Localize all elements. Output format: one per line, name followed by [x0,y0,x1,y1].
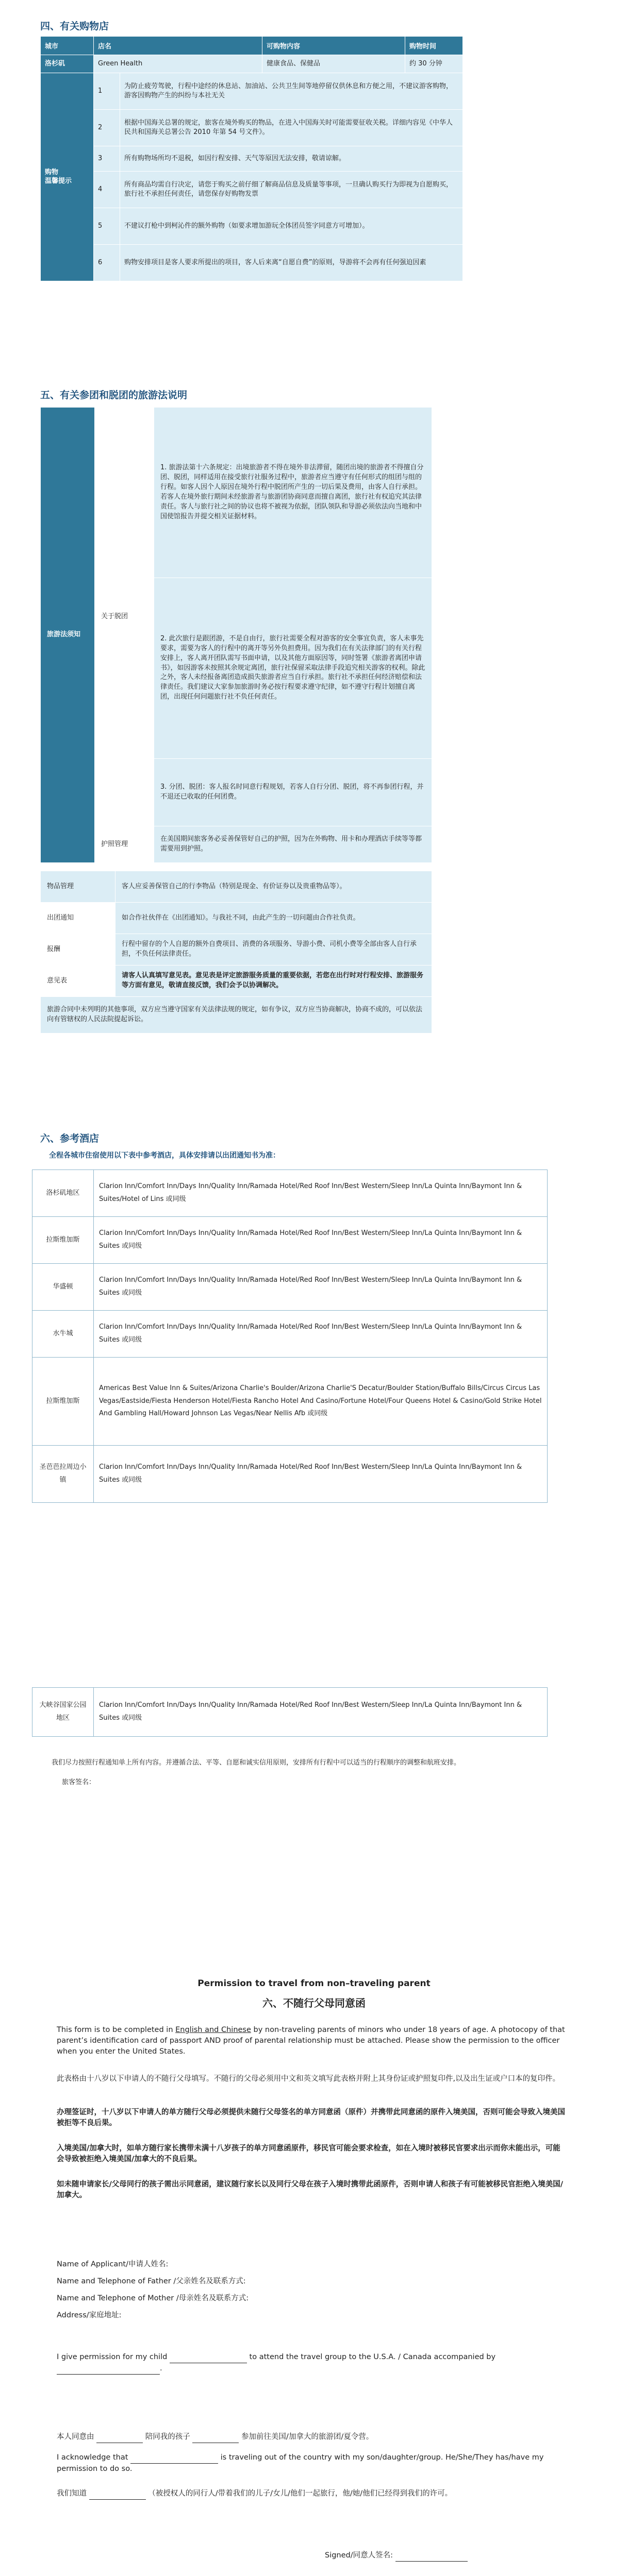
acknowledge-line [57,2452,567,2475]
rules-item-text: 分团、脱团：客人报名时同意行程规划，若客人自行分团、脱团，将不再参团行程，并不退还已收取的任何团费。 [160,783,424,801]
letter-cn-title: 六、不随行父母同意函 [262,1997,366,2009]
tip-text: 根据中国海关总署的规定，旅客在境外购买的物品，在进入中国海关时可能需要征收关税。详细内容见《中华人民共和国海关总署公告 2010 年第 54 号文件》。 [120,109,463,146]
guardian-row [41,826,432,863]
guardian-label: 护照管理 [95,826,154,863]
rules-item-text: 旅游法第十六条规定：出境旅游者不得在境外非法滞留，随团出境的旅游者不得擅自分团、脱团，同样适用在接受旅行社服务过程中，旅游者应当遵守有任何形式的组团与组的行程。如客人因个人原因在境外行程中脱团所产生的一切后果及费用，由客人自行承担。若客人在境外旅行期间未经旅游者与旅游团协商同意而擅自离团，旅行社有权追究其法律责任。客人与旅行社之间的协议也将不被视为依据，团队领队和导游必须依法向当地和中国使馆报告并提交相关证据材料。 [160,464,424,520]
rules-item-text: 此次旅行是跟团游，不是自由行，旅行社需要全程对游客的安全事宜负责，客人未事先要求，需要为客人的行程中的离开等另外负担费用。因为我们在有关法律部门的有关行程安排上，客人离开团队需写书面申请，以及其他方面原因等，同时签署《旅游者离团申请书》，如因游客未按照其余规定离团，旅行社保留采取法律手段追究相关游客的权利。除此之外，客人未经报备离团造成损失旅游者应当自行承担。旅行社不承担任何经济赔偿和法律责任。我们建议大家参加旅游时务必按行程要求遵守纪律，如不遵守行程计划擅自离团，出现任何问题旅行社不负任何责任。 [160,635,425,701]
hotel-list: Clarion Inn/Comfort Inn/Days Inn/Quality Inn/Ramada Hotel/Red Roof Inn/Best Western/Sleep Inn/La Quinta Inn/Baymont Inn & Suites 或同级 [94,1217,548,1264]
rules-bottom-row [41,871,432,903]
cn-child-blank[interactable] [192,2432,239,2443]
rules-bottom-text: 客人应妥善保管自己的行李物品（特别是现金、有价证券以及贵重物品等）。 [115,871,432,903]
rules-section-title: 五、有关参团和脱团的旅游法说明 [40,389,188,401]
rules-item-num: 1. [160,464,167,472]
rules-table [40,407,432,863]
hotel-list: Clarion Inn/Comfort Inn/Days Inn/Quality Inn/Ramada Hotel/Red Roof Inn/Best Western/Sleep Inn/La Quinta Inn/Baymont Inn & Suites 或同级 [94,1688,548,1737]
tip-num: 6 [94,244,120,281]
rules-item [154,408,432,578]
tip-text: 所有商品均需自行决定，请您于购买之前仔细了解商品信息及质量等事项，一旦确认购买行为即视为自愿购买，旅行社不承担任何责任，请您保存好购物发票 [120,171,463,208]
tip-text: 所有购物场所均不退税，如因行程安排、天气等原因无法安排，敬请谅解。 [120,146,463,171]
companion-name-blank[interactable] [57,2363,160,2375]
cn-consent-text-3: 参加前往美国/加拿大的旅游团/夏令营。 [241,2433,374,2441]
rules-bottom-label: 意见表 [41,965,115,997]
rules-about-label: 关于脱团 [95,408,154,826]
signature-line [325,2550,583,2562]
rules-bottom-label: 报酬 [41,934,115,965]
guardian-text: 在美国期间旅客务必妥善保管好自己的护照，因为在外购物、用卡和办理酒店手续等等都需要用到护照。 [154,826,432,863]
rules-bottom-row [41,934,432,965]
hotel-row [32,1446,548,1503]
signature-label: Signed/同意人签名: [325,2551,393,2560]
hotel-row [32,1217,548,1264]
store-goods: 健康食品、保健品 [262,55,405,73]
field-mother: Name and Telephone of Mother /母亲姓名及联系方式: [57,2294,249,2302]
hotel-row [32,1170,548,1217]
know-name-blank[interactable] [89,2488,146,2500]
letter-intro-en [57,2025,567,2057]
tip-num: 5 [94,208,120,244]
rules-bottom-label: 物品管理 [41,871,115,903]
hotel-city: 圣芭芭拉周边小镇 [32,1446,94,1503]
tip-row [41,146,463,171]
rules-bottom-row [41,903,432,934]
rules-bottom-row [41,965,432,997]
signature-blank[interactable] [395,2550,468,2562]
header-time: 购物时间 [405,37,462,55]
rules-item [154,759,432,826]
ack-text-1: I acknowledge that [57,2453,128,2462]
hotel-city: 水牛城 [32,1311,94,1358]
intro-en-link: English and Chinese [175,2026,251,2034]
shopping-header-row [41,37,463,55]
header-store: 店名 [94,37,262,55]
rules-bottom-text: 行程中留存的个人自愿的额外自费项目、消费的各项服务、导游小费、司机小费等全部由客人自行承担，不负任何法律责任。 [115,934,432,965]
field-father: Name and Telephone of Father /父亲姓名及联系方式: [57,2277,246,2285]
shopping-table [40,36,463,281]
store-time: 约 30 分钟 [405,55,462,73]
header-goods: 可购物内容 [262,37,405,55]
shopping-section-title: 四、有关购物店 [40,21,109,32]
hotel-row [32,1688,548,1737]
know-text-2: （被授权人的同行人/带着我们的儿子/女儿/他们一起旅行，他/她/他们已经得到我们的许可。 [148,2489,453,2498]
cn-consent-text-2: 陪同我的孩子 [145,2433,190,2441]
know-text-1: 我们知道 [57,2489,87,2498]
rules-last-text: 旅游合同中未列明的其他事项，双方应当遵守国家有关法律法规的规定，如有争议，双方应当协商解决，协商不成的，可以依法向有管辖权的人民法院提起诉讼。 [41,997,432,1033]
hotels-subtitle: 全程各城市住宿使用以下表中参考酒店，具体安排请以出团通知书为准： [49,1151,280,1160]
cn-consent-line [57,2432,567,2443]
header-city: 城市 [41,37,94,55]
tip-row [41,208,463,244]
letter-intro-cn-2: 办理签证时，十八岁以下申请人的单方随行父母必须提供未随行父母签名的单方同意函（原件）并携带此同意函的原件入境美国，否则可能会导致入境美国被拒等不良后果。 [57,2108,565,2128]
child-name-blank[interactable] [170,2352,247,2363]
rules-item [154,578,432,759]
hotel-row [32,1264,548,1311]
hotel-list: Clarion Inn/Comfort Inn/Days Inn/Quality Inn/Ramada Hotel/Red Roof Inn/Best Western/Sleep Inn/La Quinta Inn/Baymont Inn & Suites 或同级 [94,1311,548,1358]
hotel-row [32,1311,548,1358]
rules-item-num: 3. [160,783,167,791]
tip-row [41,244,463,281]
field-applicant: Name of Applicant/申请人姓名: [57,2260,169,2268]
hotels-extra-table [32,1687,548,1737]
letter-intro-cn-4: 如未随申请家长/父母同行的孩子需出示同意函，建议随行家长以及同行父母在孩子入境时携带此函原件，否则申请人和孩子有可能被移民官拒绝入境美国/加拿大。 [57,2180,564,2200]
traveler-signature-label: 旅客签名： [62,1778,96,1786]
letter-en-title: Permission to travel from non–traveling parent [197,1978,431,1989]
rules-bottom-label: 出团通知 [41,903,115,934]
tips-category: 购物 温馨提示 [41,73,94,281]
permission-statement: I give permission for my child to attend the travel group to the U.S.A. / Canada accompanied by . [57,2352,567,2375]
rules-bottom-table [40,871,432,1033]
tip-text: 购物安排项目是客人要求所提出的项目，客人后来离“自愿自费”的原则，导游将不会再有任何强迫因素 [120,244,463,281]
hotel-city: 拉斯维加斯 [32,1358,94,1446]
permission-text-1: I give permission for my child [57,2353,168,2361]
hotels-note: 我们尽力按照行程通知单上所有内容。并遵循合法、平等、自愿和诚实信用原则，安排所有行程中可以适当的行程顺序的调整和航班安排。 [52,1759,461,1767]
shopping-store-row [41,55,463,73]
intro-en-text-2: by non-traveling parents of minors who under 18 years of age. A photocopy of that parent’s identification card of passport AND proof of parental relationship must be attached. Please show the permission to the officer when you enter the United States. [57,2026,565,2056]
tip-num: 4 [94,171,120,208]
tip-num: 3 [94,146,120,171]
letter-intro-cn-1: 此表格由十八岁以下申请人的不随行父母填写。不随行的父母必须用中文和英文填写此表格并附上其身份证或护照复印件,以及出生证或户口本的复印件。 [57,2075,560,2083]
hotel-row [32,1358,548,1446]
hotel-city: 洛杉矶地区 [32,1170,94,1217]
intro-en-text-1: This form is to be completed in [57,2026,176,2034]
rules-bottom-text: 请客人认真填写意见表。意见表是评定旅游服务质量的重要依据，若您在出行时对行程安排、旅游服务等方面有意见，敬请直接反馈，我们会予以协调解决。 [115,965,432,997]
rules-item-row [41,408,432,578]
hotel-city: 华盛顿 [32,1264,94,1311]
hotel-city: 大峡谷国家公园地区 [32,1688,94,1737]
tip-text: 不建议打枪中到柯沁件的额外购物（如要求增加游玩全体团员签字同意方可增加）。 [120,208,463,244]
tip-row [41,171,463,208]
cn-companion-blank[interactable] [96,2432,143,2443]
tip-num: 1 [94,73,120,109]
tip-text: 为防止疲劳驾驶，行程中途经的休息站、加油站、公共卫生间等地停留仅供休息和方便之用，不建议游客购物，游客因购物产生的纠纷与本社无关 [120,73,463,109]
rules-item-num: 2. [160,635,167,643]
letter-intro-cn-3: 入境美国/加拿大时，如单方随行家长携带未满十八岁孩子的单方同意函原件，移民官可能会要求检查，如在入境时被移民官要求出示而你未能出示，可能会导致被拒绝入境美国/加拿大的不良后果。 [57,2144,560,2164]
rules-left-label: 旅游法须知 [41,408,95,863]
field-address: Address/家庭地址: [57,2311,122,2319]
ack-text-2: is traveling out of the country with my son/daughter/group. He/She/They has/have my permission to do so. [57,2453,544,2473]
hotel-list: Clarion Inn/Comfort Inn/Days Inn/Quality Inn/Ramada Hotel/Red Roof Inn/Best Western/Sleep Inn/La Quinta Inn/Baymont Inn & Suites/Hotel of Lins 或同级 [94,1170,548,1217]
rules-bottom-text: 如合作社伙伴在《出团通知》。与我社不同，由此产生的一切问题由合作社负责。 [115,903,432,934]
ack-name-blank[interactable] [130,2452,218,2464]
tip-row [41,73,463,109]
hotel-list: Clarion Inn/Comfort Inn/Days Inn/Quality Inn/Ramada Hotel/Red Roof Inn/Best Western/Sleep Inn/La Quinta Inn/Baymont Inn & Suites 或同级 [94,1264,548,1311]
hotel-list: Americas Best Value Inn & Suites/Arizona Charlie's Boulder/Arizona Charlie'S Decatur/Boulder Station/Buffalo Bills/Circus Circus Las Vegas/Eastside/Fiesta Henderson Hotel/Fiesta Rancho Hotel And Casino/Fortune Hotel/Four Queens Hotel & Casino/Gold Strike Hotel And Gambling Hall/Howard Johnson Las Vegas/Near Nellis Afb 或同级 [94,1358,548,1446]
tip-row [41,109,463,146]
know-line [57,2488,567,2500]
hotel-list: Clarion Inn/Comfort Inn/Days Inn/Quality Inn/Ramada Hotel/Red Roof Inn/Best Western/Sleep Inn/La Quinta Inn/Baymont Inn & Suites 或同级 [94,1446,548,1503]
store-city: 洛杉矶 [41,55,94,73]
cn-consent-text-1: 本人同意由 [57,2433,94,2441]
hotels-section-title: 六、参考酒店 [40,1133,100,1144]
rules-last-row [41,997,432,1033]
store-name: Green Health [94,55,262,73]
hotel-city: 拉斯维加斯 [32,1217,94,1264]
permission-text-2: to attend the travel group to the U.S.A. / Canada accompanied by [249,2353,496,2361]
hotels-table [32,1170,548,1503]
tip-num: 2 [94,109,120,146]
